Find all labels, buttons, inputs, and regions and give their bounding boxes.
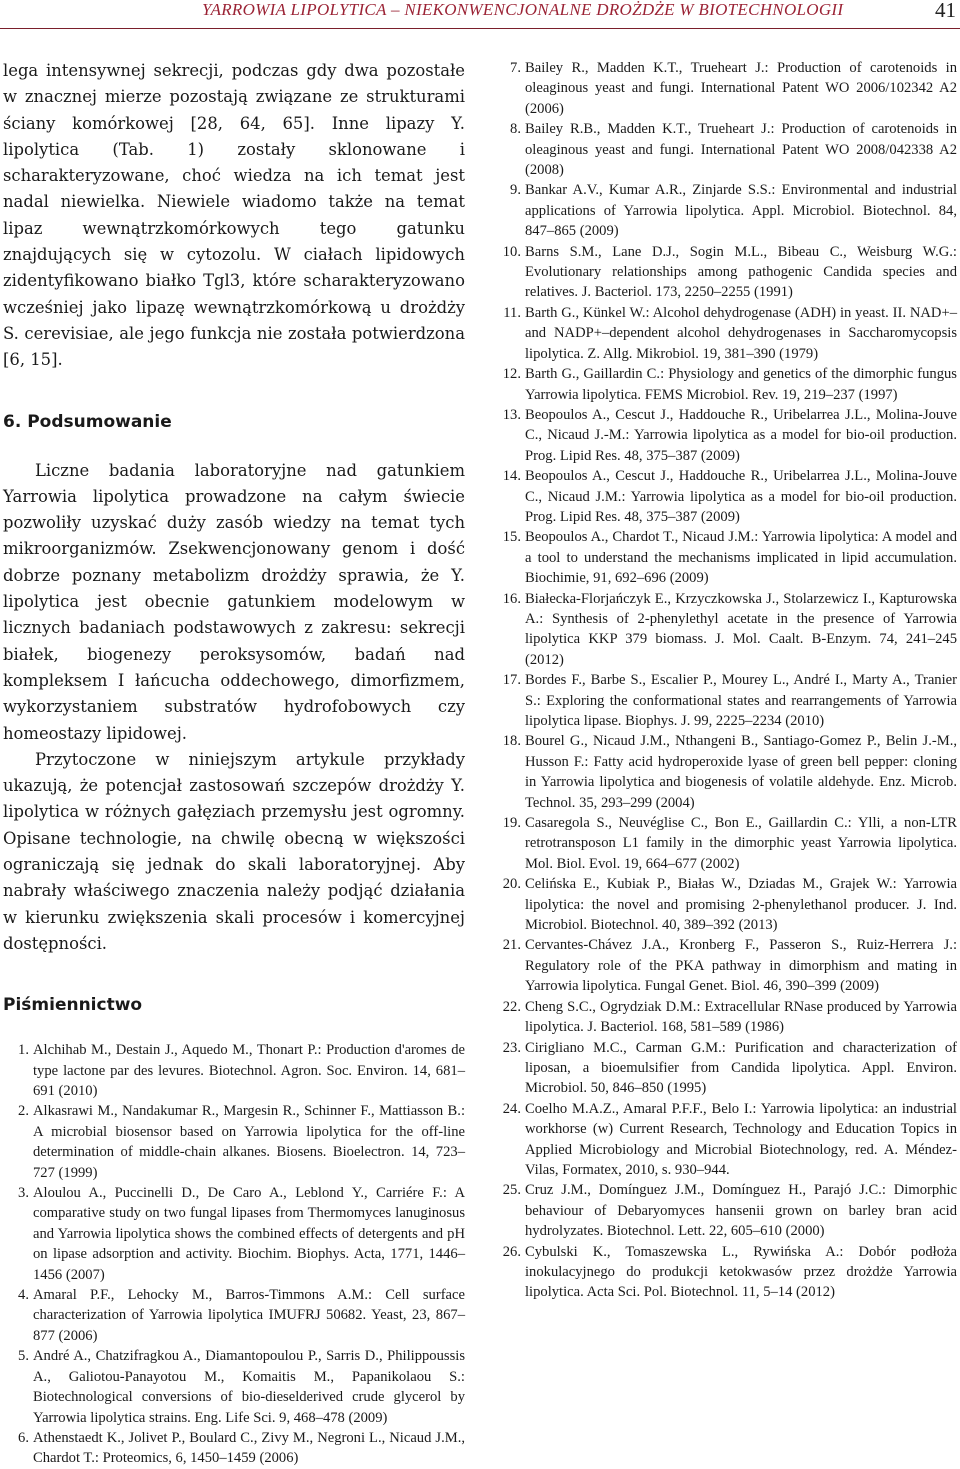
reference-number: 18. bbox=[502, 733, 521, 750]
reference-item bbox=[495, 180, 957, 241]
reference-item bbox=[495, 119, 957, 180]
reference-text: Cirigliano M.C., Carman G.M.: Purification and characterization of liposan, a bioemulsifier from Candida lipolytica. Appl. Environ. Microbiol. 50, 846–850 (1995) bbox=[525, 1039, 957, 1097]
reference-text: Alkasrawi M., Nandakumar R., Margesin R., Schinner F., Mattiasson B.: A microbial biosensor based on Yarrowia lipolytica for the off-line determination of middle-chain alkanes. Biosens. Bioelectron. 14, 723–727 (1999) bbox=[33, 1103, 465, 1181]
reference-text: Alchihab M., Destain J., Aquedo M., Thonart P.: Production d'aromes de type lactone par des levures. Biotechnol. Agron. Soc. Environ. 14, 681–691 (2010) bbox=[33, 1042, 465, 1100]
reference-number: 15. bbox=[502, 529, 521, 546]
reference-number: 5. bbox=[18, 1348, 29, 1365]
reference-text: Coelho M.A.Z., Amaral P.F.F., Belo I.: Yarrowia lipolytica: an industrial workhorse (w) Current Research, Technology and Education Topics in Applied Microbiology and Microbial Biotechnology, red. A. Méndez-Vilas, Formatex, 2010, s. 930–944. bbox=[525, 1100, 957, 1178]
reference-item bbox=[495, 589, 957, 671]
reference-number: 7. bbox=[510, 60, 521, 76]
reference-text: Cybulski K., Tomaszewska L., Rywińska A.: Dobór podłoża inokulacyjnego do produkcji ketokwasów przez drożdże Yarrowia lipolytica. Acta Sci. Pol. Biotechnol. 11, 5–14 (2012) bbox=[525, 1243, 957, 1301]
reference-list bbox=[3, 1040, 465, 1469]
right-column bbox=[495, 58, 957, 1303]
reference-item bbox=[495, 466, 957, 527]
reference-number: 17. bbox=[502, 672, 521, 689]
page-number: 41 bbox=[935, 0, 956, 22]
running-title: YARROWIA LIPOLYTICA – NIEKONWENCJONALNE DROŻDŻE W BIOTECHNOLOGII bbox=[202, 0, 844, 19]
reference-item bbox=[495, 242, 957, 303]
reference-text: Athenstaedt K., Jolivet P., Boulard C., Zivy M., Negroni L., Nicaud J.M., Chardot T.: Proteomics, 6, 1450–1459 (2006) bbox=[33, 1429, 465, 1467]
body-paragraph: lega intensywnej sekrecji, podczas gdy dwa pozostałe w znacznej mierze pozostają związane ze strukturami ściany komórkowej [28, 64, 65]. Inne lipazy Y. lipolytica (Tab. 1) zostały sklonowane i scharakteryzowane, choć wiedza na ich temat jest nadal niewielka. Niewiele wiadomo także na temat lipaz wewnątrzkomórkowych tego gatunku znajdujących się w cytozolu. W ciałach lipidowych zidentyfikowano białko Tgl3, które scharakteryzowano wcześniej jako lipazę wewnątrzkomórkową u drożdży S. cerevisiae, ale jego funkcja nie została potwierdzona [6, 15]. bbox=[3, 61, 465, 370]
reference-number: 14. bbox=[502, 468, 521, 485]
reference-text: Bordes F., Barbe S., Escalier P., Mourey L., André I., Marty A., Tranier S.: Exploring the conformational states and rearrangements of Yarrowia lipolytica lipase. Biophys. J. 99, 2225–2234 (2010) bbox=[525, 672, 957, 729]
left-column bbox=[3, 58, 465, 1469]
reference-item bbox=[495, 997, 957, 1038]
reference-list bbox=[495, 58, 957, 1303]
reference-number: 2. bbox=[18, 1103, 29, 1120]
reference-text: Bourel G., Nicaud J.M., Nthangeni B., Santiago-Gomez P., Belin J.-M., Husson F.: Fatty acid hydroperoxide lyase of green bell pepper: cloning in Yarrowia lipolytica and biogenesis of volatile aldehyde. Enz. Microb. Technol. 35, 293–299 (2004) bbox=[525, 733, 957, 811]
reference-text: André A., Chatzifragkou A., Diamantopoulou P., Sarris D., Philippoussis A., Galiotou-Panayotou M., Komaitis M., Papanikolaou S.: Biotechnological conversions of bio-dieselderived crude glycerol by Yarrowia lipolytica strains. Eng. Life Sci. 9, 468–478 (2009) bbox=[33, 1348, 465, 1426]
reference-item bbox=[495, 1242, 957, 1303]
reference-text: Aloulou A., Puccinelli D., De Caro A., Leblond Y., Carriére F.: A comparative study on two fungal lipases from Thermomyces lanuginosus and Yarrowia lipolytica shows the combined effects of detergents and pH on lipase adsorption and activity. Biochim. Biophys. Acta, 1771, 1446–1456 (2007) bbox=[33, 1185, 465, 1283]
reference-text: Amaral P.F., Lehocky M., Barros-Timmons A.M.: Cell surface characterization of Yarrowia lipolytica IMUFRJ 50682. Yeast, 23, 867–877 (2006) bbox=[33, 1287, 465, 1344]
reference-item bbox=[495, 1180, 957, 1241]
reference-text: Barns S.M., Lane D.J., Sogin M.L., Bibeau C., Weisburg W.G.: Evolutionary relationships among pathogenic Candida species and relatives. J. Bacteriol. 173, 2250–2255 (1991) bbox=[525, 243, 957, 301]
reference-number: 19. bbox=[502, 815, 521, 832]
reference-item bbox=[3, 1428, 465, 1469]
reference-number: 24. bbox=[502, 1100, 521, 1117]
reference-number: 8. bbox=[510, 121, 521, 138]
reference-item bbox=[495, 935, 957, 996]
reference-number: 21. bbox=[502, 937, 521, 954]
reference-text: Beopoulos A., Cescut J., Haddouche R., Uribelarrea J.L., Molina-Jouve C., Nicaud J.M.: Yarrowia lipolytica as a model for bio-oil production. Prog. Lipid Res. 48, 375–387 (2009) bbox=[525, 468, 957, 525]
reference-number: 6. bbox=[18, 1429, 29, 1446]
reference-item bbox=[495, 1099, 957, 1181]
body-paragraph: Liczne badania laboratoryjne nad gatunkiem Yarrowia lipolytica prowadzone na całym świecie pozwoliły uzyskać duży zasób wiedzy na temat tych mikroorganizmów. Zsekwencjonowany genom i dość dobrze poznany metabolizm drożdży sprawia, że Y. lipolytica jest obecnie gatunkiem modelowym w licznych badaniach podstawowych z zakresu: sekrecji białek, biogenezy peroksysomów, badań nad kompleksem I łańcucha oddechowego, dimorfizmem, wykorzystaniem substratów hydrofobowych czy homeostazy lipidowej. bbox=[3, 460, 465, 743]
reference-number: 25. bbox=[502, 1182, 521, 1199]
reference-text: Celińska E., Kubiak P., Białas W., Dziadas M., Grajek W.: Yarrowia lipolytica: the novel and promising 2-phenylethanol producer. J. Ind. Microbiol. Biotechnol. 40, 389–392 (2013) bbox=[525, 876, 957, 934]
reference-item bbox=[3, 1183, 465, 1285]
reference-text: Barth G., Gaillardin C.: Physiology and genetics of the dimorphic fungus Yarrowia lipolytica. FEMS Microbiol. Rev. 19, 219–237 (1997) bbox=[525, 366, 957, 403]
reference-number: 11. bbox=[503, 304, 521, 321]
reference-text: Bailey R., Madden K.T., Trueheart J.: Production of carotenoids in oleaginous yeast and fungi. International Patent WO 2006/102342 A2 (2006) bbox=[525, 60, 957, 117]
reference-number: 13. bbox=[502, 406, 521, 423]
reference-number: 12. bbox=[502, 366, 521, 383]
reference-item bbox=[495, 405, 957, 466]
reference-text: Casaregola S., Neuvéglise C., Bon E., Gaillardin C.: Ylli, a non-LTR retrotransposon L1 family in the dimorphic yeast Yarrowia lipolytica. Mol. Biol. Evol. 19, 664–677 (2002) bbox=[525, 815, 957, 872]
reference-text: Bailey R.B., Madden K.T., Trueheart J.: Production of carotenoids in oleaginous yeast and fungi. International Patent WO 2008/042338 A2 (2008) bbox=[525, 121, 957, 179]
reference-item bbox=[3, 1346, 465, 1428]
reference-item bbox=[495, 303, 957, 364]
reference-text: Cervantes-Chávez J.A., Kronberg F., Passeron S., Ruiz-Herrera J.: Regulatory role of the PKA pathway in dimorphism and mating in Yarrowia lipolytica. Fungal Genet. Biol. 46, 390–399 (2009) bbox=[525, 937, 957, 995]
reference-number: 23. bbox=[502, 1039, 521, 1056]
reference-number: 20. bbox=[502, 876, 521, 893]
reference-text: Barth G., Künkel W.: Alcohol dehydrogenase (ADH) in yeast. II. NAD+–and NADP+–dependent alcohol dehydrogenases in Saccharomycopsis lipolytica. Z. Allg. Mikrobiol. 19, 381–390 (1979) bbox=[525, 304, 957, 362]
reference-item bbox=[495, 731, 957, 813]
reference-item bbox=[495, 527, 957, 588]
reference-item bbox=[495, 813, 957, 874]
reference-item bbox=[495, 670, 957, 731]
reference-text: Białecka-Florjańczyk E., Krzyczkowska J., Stolarzewicz I., Kapturowska A.: Synthesis of 2-phenylethyl acetate in the presence of Yarrowia lipolytica KKP 379 biomass. J. Mol. Caalt. B-Enzym. 74, 241–245 (2012) bbox=[525, 590, 957, 668]
reference-item bbox=[495, 364, 957, 405]
reference-text: Cheng S.C., Ogrydziak D.M.: Extracellular RNase produced by Yarrowia lipolytica. J. Bacteriol. 168, 581–589 (1986) bbox=[525, 998, 957, 1036]
references-heading: Piśmiennictwo bbox=[3, 995, 143, 1016]
reference-number: 22. bbox=[502, 998, 521, 1015]
running-header bbox=[0, 0, 960, 29]
reference-item bbox=[495, 58, 957, 119]
section-heading: 6. Podsumowanie bbox=[3, 411, 172, 432]
reference-item bbox=[3, 1040, 465, 1101]
reference-number: 10. bbox=[502, 243, 521, 260]
reference-number: 3. bbox=[18, 1185, 29, 1202]
reference-number: 16. bbox=[502, 590, 521, 607]
reference-item bbox=[495, 1038, 957, 1099]
reference-item bbox=[3, 1101, 465, 1183]
reference-item bbox=[3, 1285, 465, 1346]
reference-text: Cruz J.M., Domínguez J.M., Domínguez H., Parajó J.C.: Dimorphic behaviour of Debaryomyces hansenii grown on barley bran acid hydrolyzates. Biotechnol. Lett. 22, 605–610 (2000) bbox=[525, 1182, 957, 1240]
reference-text: Bankar A.V., Kumar A.R., Zinjarde S.S.: Environmental and industrial applications of Yarrowia lipolytica. Appl. Microbiol. Biotechnol. 84, 847–865 (2009) bbox=[525, 182, 957, 240]
reference-number: 9. bbox=[510, 182, 521, 199]
reference-text: Beopoulos A., Cescut J., Haddouche R., Uribelarrea J.L., Molina-Jouve C., Nicaud J.-M.: Yarrowia lipolytica as a model for bio-oil production. Prog. Lipid Res. 48, 375–387 (2009) bbox=[525, 406, 957, 464]
reference-number: 1. bbox=[18, 1042, 29, 1059]
body-paragraph: Przytoczone w niniejszym artykule przykłady ukazują, że potencjał zastosowań szczepów drożdży Y. lipolytica w różnych gałęziach przemysłu jest ogromny. Opisane technologie, na chwilę obecną w większości ograniczają się jednak do skali laboratoryjnej. Aby nabrały właściwego znaczenia należy podjąć działania w kierunku zwiększenia skali procesów i komercyjnej dostępności. bbox=[3, 749, 465, 953]
reference-number: 4. bbox=[18, 1287, 29, 1304]
reference-text: Beopoulos A., Chardot T., Nicaud J.M.: Yarrowia lipolytica: A model and a tool to understand the mechanisms implicated in lipid accumulation. Biochimie, 91, 692–696 (2009) bbox=[525, 529, 957, 587]
reference-number: 26. bbox=[502, 1243, 521, 1260]
reference-item bbox=[495, 874, 957, 935]
